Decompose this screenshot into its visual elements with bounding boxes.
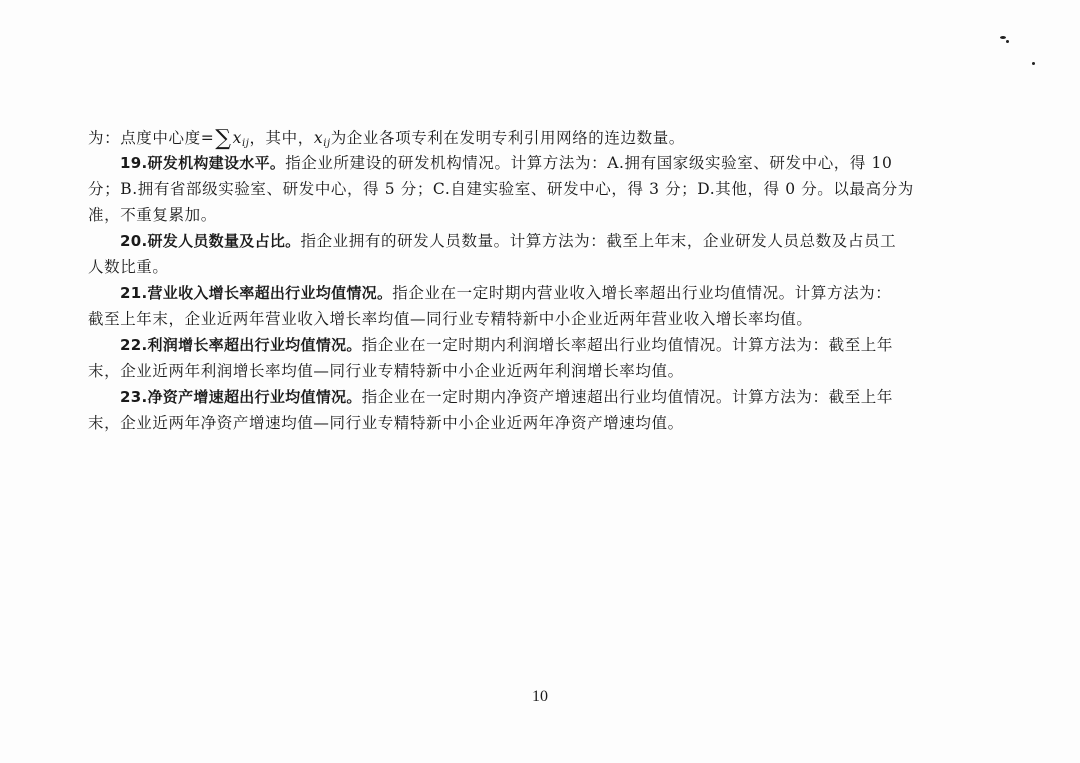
item-19-heading: 19.研发机构建设水平。 — [120, 154, 286, 172]
formula-subscript: ij — [241, 138, 250, 149]
item-19-text-3: 准，不重复累加。 — [88, 206, 217, 224]
formula-variable-2: x — [313, 129, 324, 147]
item-23-line-2 — [88, 410, 992, 436]
formula-suffix: 为企业各项专利在发明专利引用网络的连边数量。 — [330, 129, 685, 147]
sum-symbol: ∑ — [215, 126, 232, 151]
item-21-line-1 — [88, 280, 992, 306]
item-21-line-2 — [88, 306, 992, 332]
item-20-heading: 20.研发人员数量及占比。 — [120, 232, 301, 250]
formula-line — [88, 124, 992, 150]
item-23-line-1 — [88, 384, 992, 410]
item-22-line-2 — [88, 358, 992, 384]
body-text — [88, 124, 992, 436]
item-21-heading: 21.营业收入增长率超出行业均值情况。 — [120, 284, 393, 302]
item-22-text-1: 指企业在一定时期内利润增长率超出行业均值情况。计算方法为：截至上年 — [361, 336, 893, 354]
item-22-line-1 — [88, 332, 992, 358]
item-19-line-2 — [88, 176, 992, 202]
scan-speck — [1032, 62, 1035, 65]
item-22-heading: 22.利润增长率超出行业均值情况。 — [120, 336, 362, 354]
item-23-heading: 23.净资产增速超出行业均值情况。 — [120, 388, 362, 406]
scan-speck — [1006, 40, 1009, 43]
item-23-text-1: 指企业在一定时期内净资产增速超出行业均值情况。计算方法为：截至上年 — [361, 388, 893, 406]
formula-subscript-2: ij — [323, 138, 331, 149]
formula-middle: ，其中， — [249, 129, 314, 147]
item-20-text-2: 人数比重。 — [88, 258, 169, 276]
item-21-text-2: 截至上年末，企业近两年营业收入增长率均值—同行业专精特新中小企业近两年营业收入增长率均值。 — [88, 310, 813, 328]
scan-speck — [1000, 36, 1006, 39]
item-23-text-2: 末，企业近两年净资产增速均值—同行业专精特新中小企业近两年净资产增速均值。 — [88, 414, 684, 432]
page-number: 10 — [532, 688, 548, 705]
item-19-line-1 — [88, 150, 992, 176]
formula-variable: x — [232, 129, 242, 147]
item-20-line-1 — [88, 228, 992, 254]
item-21-text-1: 指企业在一定时期内营业收入增长率超出行业均值情况。计算方法为： — [392, 284, 892, 302]
item-19-text-1: 指企业所建设的研发机构情况。计算方法为：A.拥有国家级实验室、研发中心，得 10 — [285, 154, 893, 172]
item-19-line-3 — [88, 202, 992, 228]
formula-prefix: 为：点度中心度= — [88, 129, 215, 147]
item-20-line-2 — [88, 254, 992, 280]
item-20-text-1: 指企业拥有的研发人员数量。计算方法为：截至上年末，企业研发人员总数及占员工 — [300, 232, 897, 250]
item-22-text-2: 末，企业近两年利润增长率均值—同行业专精特新中小企业近两年利润增长率均值。 — [88, 362, 684, 380]
item-19-text-2: 分；B.拥有省部级实验室、研发中心，得 5 分；C.自建实验室、研发中心，得 3 分；D.其他，得 0 分。以最高分为 — [88, 180, 914, 198]
